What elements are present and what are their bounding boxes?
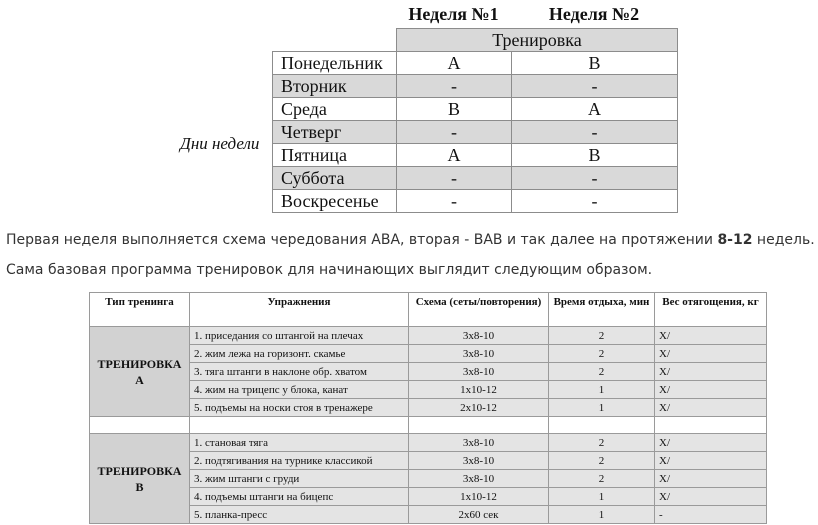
schedule-row: [273, 75, 678, 98]
week-1-cell: -: [397, 75, 512, 98]
exercise-row: [90, 345, 767, 363]
exercise-cell: 4. жим на трицепс у блока, канат: [190, 381, 409, 399]
weight-cell: X/: [655, 345, 767, 363]
program-intro-paragraph: Сама базовая программа тренировок для начинающих выглядит следующим образом.: [6, 262, 653, 278]
weight-cell: X/: [655, 327, 767, 345]
exercise-row: [90, 327, 767, 345]
weekly-schedule-table: [272, 28, 678, 213]
week-2-cell: A: [512, 98, 678, 121]
exercise-row: [90, 381, 767, 399]
weight-cell: X/: [655, 363, 767, 381]
week-2-cell: B: [512, 52, 678, 75]
schedule-row: [273, 144, 678, 167]
day-cell: Суббота: [273, 167, 397, 190]
exercise-row: [90, 506, 767, 524]
rest-cell: 1: [549, 381, 655, 399]
program-header-row: [90, 293, 767, 327]
banner-row: [273, 29, 678, 52]
rest-cell: 2: [549, 345, 655, 363]
alternation-paragraph: [6, 232, 815, 248]
header-exercises: Упражнения: [190, 293, 409, 327]
weight-cell: X/: [655, 488, 767, 506]
scheme-cell: 3x8-10: [409, 452, 549, 470]
blank-cell: [273, 29, 397, 52]
exercise-cell: 1. приседания со штангой на плечах: [190, 327, 409, 345]
empty-cell: [409, 417, 549, 434]
schedule-row: [273, 98, 678, 121]
weight-cell: X/: [655, 452, 767, 470]
rest-cell: 1: [549, 488, 655, 506]
exercise-row: [90, 470, 767, 488]
day-cell: Воскресенье: [273, 190, 397, 213]
exercise-row: [90, 488, 767, 506]
training-type-cell: ТРЕНИРОВКА В: [90, 434, 190, 524]
scheme-cell: 1x10-12: [409, 381, 549, 399]
empty-cell: [549, 417, 655, 434]
scheme-cell: 2x10-12: [409, 399, 549, 417]
header-scheme: Схема (сеты/повторения): [409, 293, 549, 327]
exercise-row: [90, 363, 767, 381]
rest-cell: 1: [549, 506, 655, 524]
exercise-cell: 2. жим лежа на горизонт. скамье: [190, 345, 409, 363]
exercise-row: [90, 434, 767, 452]
rest-cell: 2: [549, 434, 655, 452]
separator-row: [90, 417, 767, 434]
week-1-cell: B: [397, 98, 512, 121]
weight-cell: -: [655, 506, 767, 524]
week-1-cell: -: [397, 190, 512, 213]
exercise-row: [90, 452, 767, 470]
header-rest-time: Время отдыха, мин: [549, 293, 655, 327]
exercise-cell: 3. тяга штанги в наклоне обр. хватом: [190, 363, 409, 381]
exercise-cell: 3. жим штанги с груди: [190, 470, 409, 488]
rest-cell: 2: [549, 452, 655, 470]
rest-cell: 2: [549, 327, 655, 345]
week-2-cell: -: [512, 75, 678, 98]
schedule-row: [273, 190, 678, 213]
schedule-row: [273, 167, 678, 190]
program-table: [89, 292, 767, 524]
scheme-cell: 3x8-10: [409, 470, 549, 488]
schedule-row: [273, 121, 678, 144]
days-of-week-label: Дни недели: [180, 134, 260, 153]
week-2-cell: -: [512, 190, 678, 213]
empty-cell: [90, 417, 190, 434]
day-cell: Пятница: [273, 144, 397, 167]
weight-cell: X/: [655, 381, 767, 399]
scheme-cell: 2x60 сек: [409, 506, 549, 524]
header-weight: Вес отягощения, кг: [655, 293, 767, 327]
day-cell: Четверг: [273, 121, 397, 144]
day-cell: Вторник: [273, 75, 397, 98]
rest-cell: 2: [549, 470, 655, 488]
week-2-header: Неделя №2: [548, 4, 640, 24]
week-2-cell: -: [512, 167, 678, 190]
week-2-cell: B: [512, 144, 678, 167]
week-2-cell: -: [512, 121, 678, 144]
paragraph-text-end: недель.: [752, 232, 815, 248]
weight-cell: X/: [655, 434, 767, 452]
weight-cell: X/: [655, 470, 767, 488]
scheme-cell: 1x10-12: [409, 488, 549, 506]
empty-cell: [190, 417, 409, 434]
exercise-cell: 5. подъемы на носки стоя в тренажере: [190, 399, 409, 417]
scheme-cell: 3x8-10: [409, 434, 549, 452]
exercise-cell: 1. становая тяга: [190, 434, 409, 452]
weight-cell: X/: [655, 399, 767, 417]
week-1-header: Неделя №1: [408, 4, 499, 24]
exercise-cell: 2. подтягивания на турнике классикой: [190, 452, 409, 470]
day-cell: Среда: [273, 98, 397, 121]
paragraph-text-start: Первая неделя выполняется схема чередования ABA, вторая - BAB и так далее на протяжении: [6, 232, 718, 248]
empty-cell: [655, 417, 767, 434]
day-cell: Понедельник: [273, 52, 397, 75]
week-1-cell: -: [397, 121, 512, 144]
header-training-type: Тип тренинга: [90, 293, 190, 327]
exercise-cell: 4. подъемы штанги на бицепс: [190, 488, 409, 506]
week-1-cell: A: [397, 52, 512, 75]
scheme-cell: 3x8-10: [409, 345, 549, 363]
weeks-range: 8-12: [717, 232, 753, 248]
scheme-cell: 3x8-10: [409, 363, 549, 381]
week-1-cell: -: [397, 167, 512, 190]
rest-cell: 2: [549, 363, 655, 381]
schedule-row: [273, 52, 678, 75]
week-1-cell: A: [397, 144, 512, 167]
rest-cell: 1: [549, 399, 655, 417]
training-banner: Тренировка: [397, 29, 678, 52]
exercise-cell: 5. планка-пресс: [190, 506, 409, 524]
exercise-row: [90, 399, 767, 417]
scheme-cell: 3x8-10: [409, 327, 549, 345]
training-type-cell: ТРЕНИРОВКА А: [90, 327, 190, 417]
